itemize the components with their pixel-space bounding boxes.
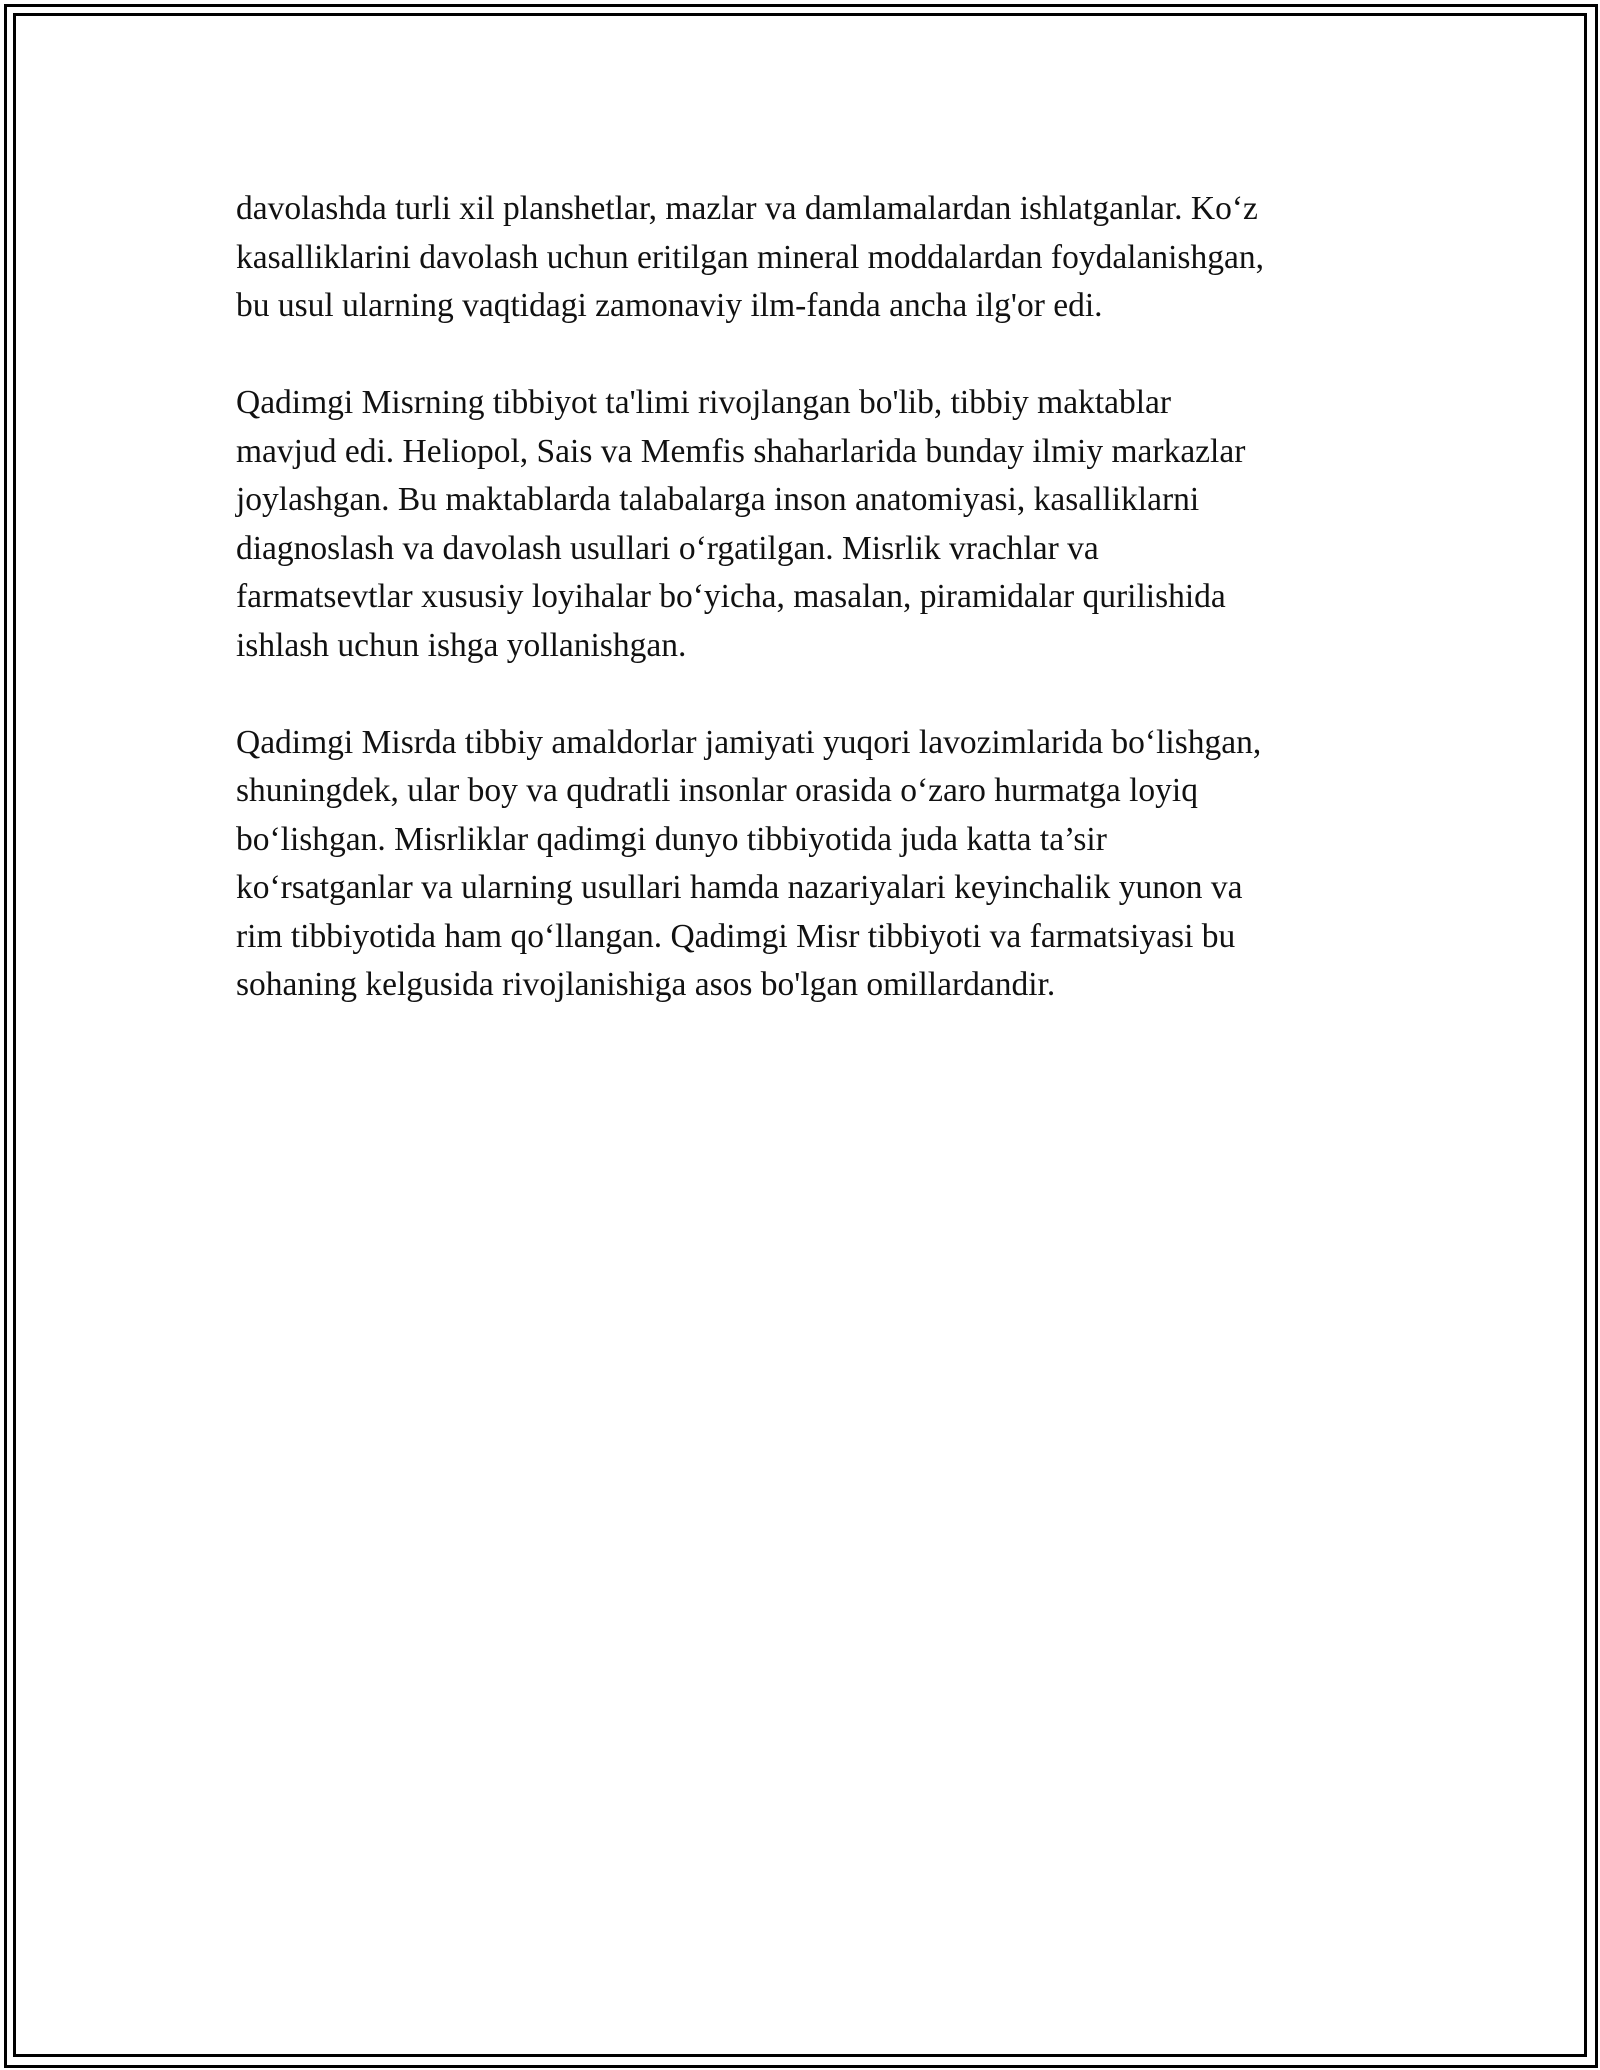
text-line: bo‘lishgan. Misrliklar qadimgi dunyo tibbiyotida juda katta ta’sir: [236, 820, 1107, 858]
text-line: joylashgan. Bu maktablarda talabalarga inson anatomiyasi, kasalliklarni: [236, 481, 1200, 518]
text-line: kasalliklarini davolash uchun eritilgan mineral moddalardan foydalanishgan,: [236, 238, 1264, 276]
text-line: ko‘rsatganlar va ularning usullari hamda nazariyalari keyinchalik yunon va: [236, 869, 1243, 906]
text-line: Qadimgi Misrning tibbiyot ta'limi rivojlangan bo'lib, tibbiy maktablar: [236, 384, 1172, 421]
text-line: Qadimgi Misrda tibbiy amaldorlar jamiyati yuqori lavozimlarida bo‘lishgan,: [236, 723, 1262, 761]
paragraph-1: [236, 185, 1366, 331]
text-line: sohaning kelgusida rivojlanishiga asos bo'lgan omillardandir.: [236, 966, 1056, 1003]
text-line: mavjud edi. Heliopol, Sais va Memfis shaharlarida bunday ilmiy markazlar: [236, 432, 1246, 470]
text-line: rim tibbiyotida ham qo‘llangan. Qadimgi Misr tibbiyoti va farmatsiyasi bu: [236, 917, 1236, 955]
paragraph-2: [236, 379, 1366, 670]
text-line: bu usul ularning vaqtidagi zamonaviy ilm-fanda ancha ilg'or edi.: [236, 287, 1103, 324]
text-line: davolashda turli xil planshetlar, mazlar va damlamalardan ishlatganlar. Ko‘z: [236, 190, 1258, 227]
document-body: [236, 185, 1366, 1058]
text-line: farmatsevtlar xususiy loyihalar bo‘yicha, masalan, piramidalar qurilishida: [236, 578, 1226, 615]
text-line: shuningdek, ular boy va qudratli insonlar orasida o‘zaro hurmatga loyiq: [236, 772, 1198, 809]
text-line: diagnoslash va davolash usullari o‘rgatilgan. Misrlik vrachlar va: [236, 529, 1099, 567]
paragraph-3: [236, 719, 1366, 1010]
text-line: ishlash uchun ishga yollanishgan.: [236, 626, 687, 664]
